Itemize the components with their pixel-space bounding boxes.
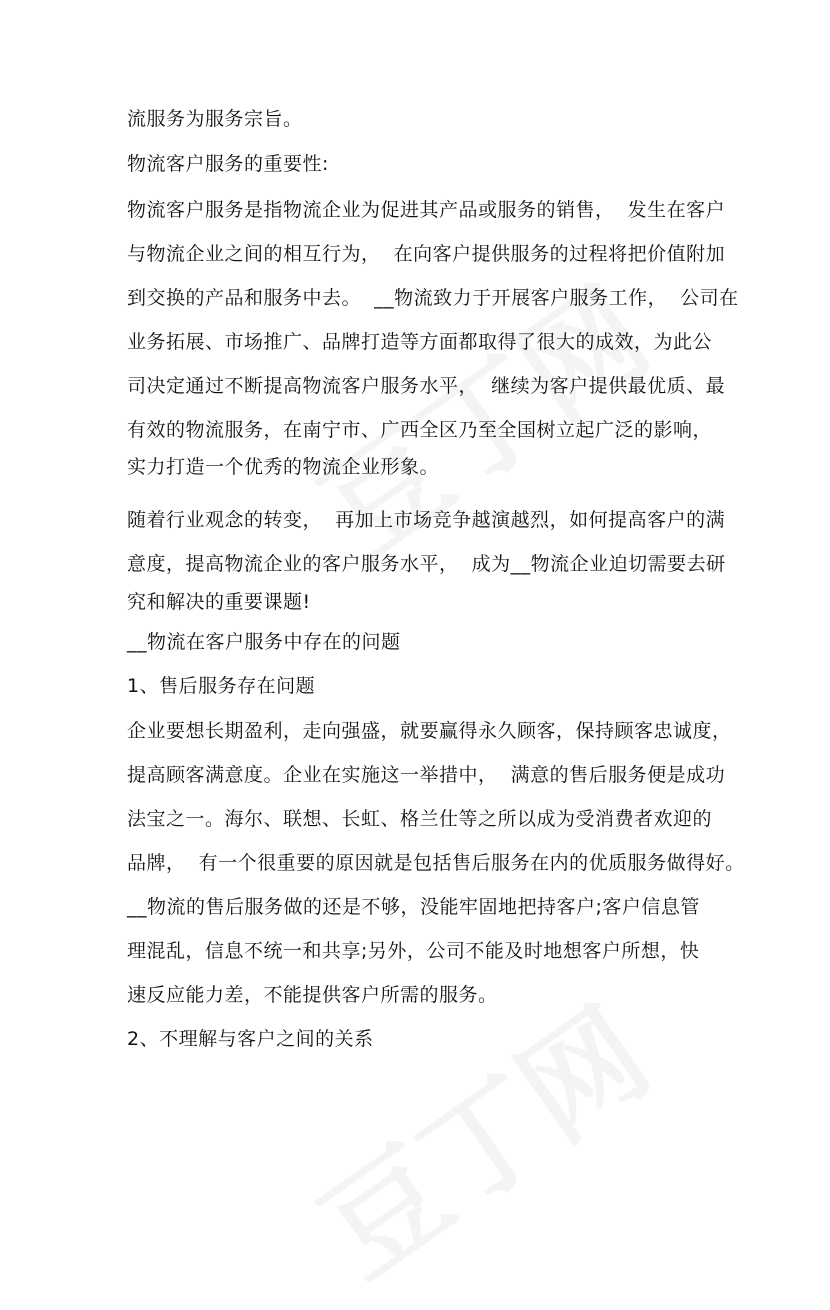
- text-line: 法宝之一。海尔、联想、长虹、格兰仕等之所以成为受消费者欢迎的: [127, 808, 713, 830]
- text-line: 到交换的产品和服务中去。 __物流致力于开展客户服务工作， 公司在: [127, 287, 739, 309]
- text-line: __物流在客户服务中存在的问题: [127, 631, 401, 653]
- text-line: 物流客户服务是指物流企业为促进其产品或服务的销售， 发生在客户: [127, 199, 726, 221]
- text-line: 有效的物流服务，在南宁市、广西全区乃至全国树立起广泛的影响，: [127, 419, 713, 441]
- text-line: __物流的售后服务做的还是不够，没能牢固地把持客户;客户信息管: [127, 896, 700, 918]
- text-line: 2、不理解与客户之间的关系: [127, 1028, 374, 1050]
- text-line: 速反应能力差，不能提供客户所需的服务。: [127, 984, 498, 1006]
- text-line: 司决定通过不断提高物流客户服务水平， 继续为客户提供最优质、最: [127, 375, 726, 397]
- text-line: 随着行业观念的转变， 再加上市场竞争越演越烈，如何提高客户的满: [127, 509, 726, 531]
- text-line: 1、售后服务存在问题: [127, 675, 316, 697]
- text-line: 理混乱，信息不统一和共享;另外，公司不能及时地想客户所想，快: [127, 940, 700, 962]
- watermark: [283, 962, 677, 1309]
- text-line: 企业要想长期盈利，走向强盛，就要赢得永久顾客，保持顾客忠诚度，: [127, 720, 732, 742]
- text-line: 实力打造一个优秀的物流企业形象。: [127, 456, 440, 478]
- text-line: 与物流企业之间的相互行为， 在向客户提供服务的过程将把价值附加: [127, 243, 726, 265]
- text-line: 提高顾客满意度。企业在实施这一举措中， 满意的售后服务便是成功: [127, 764, 726, 786]
- text-line: 流服务为服务宗旨。: [127, 108, 303, 130]
- text-line: 究和解决的重要课题!: [127, 591, 311, 613]
- text-line: 品牌， 有一个很重要的原因就是包括售后服务在内的优质服务做得好。: [127, 852, 745, 874]
- text-line: 业务拓展、市场推广、品牌打造等方面都取得了很大的成效，为此公: [127, 331, 713, 353]
- text-line: 物流客户服务的重要性:: [127, 153, 329, 175]
- text-line: 意度，提高物流企业的客户服务水平， 成为__物流企业迫切需要去研: [127, 553, 726, 575]
